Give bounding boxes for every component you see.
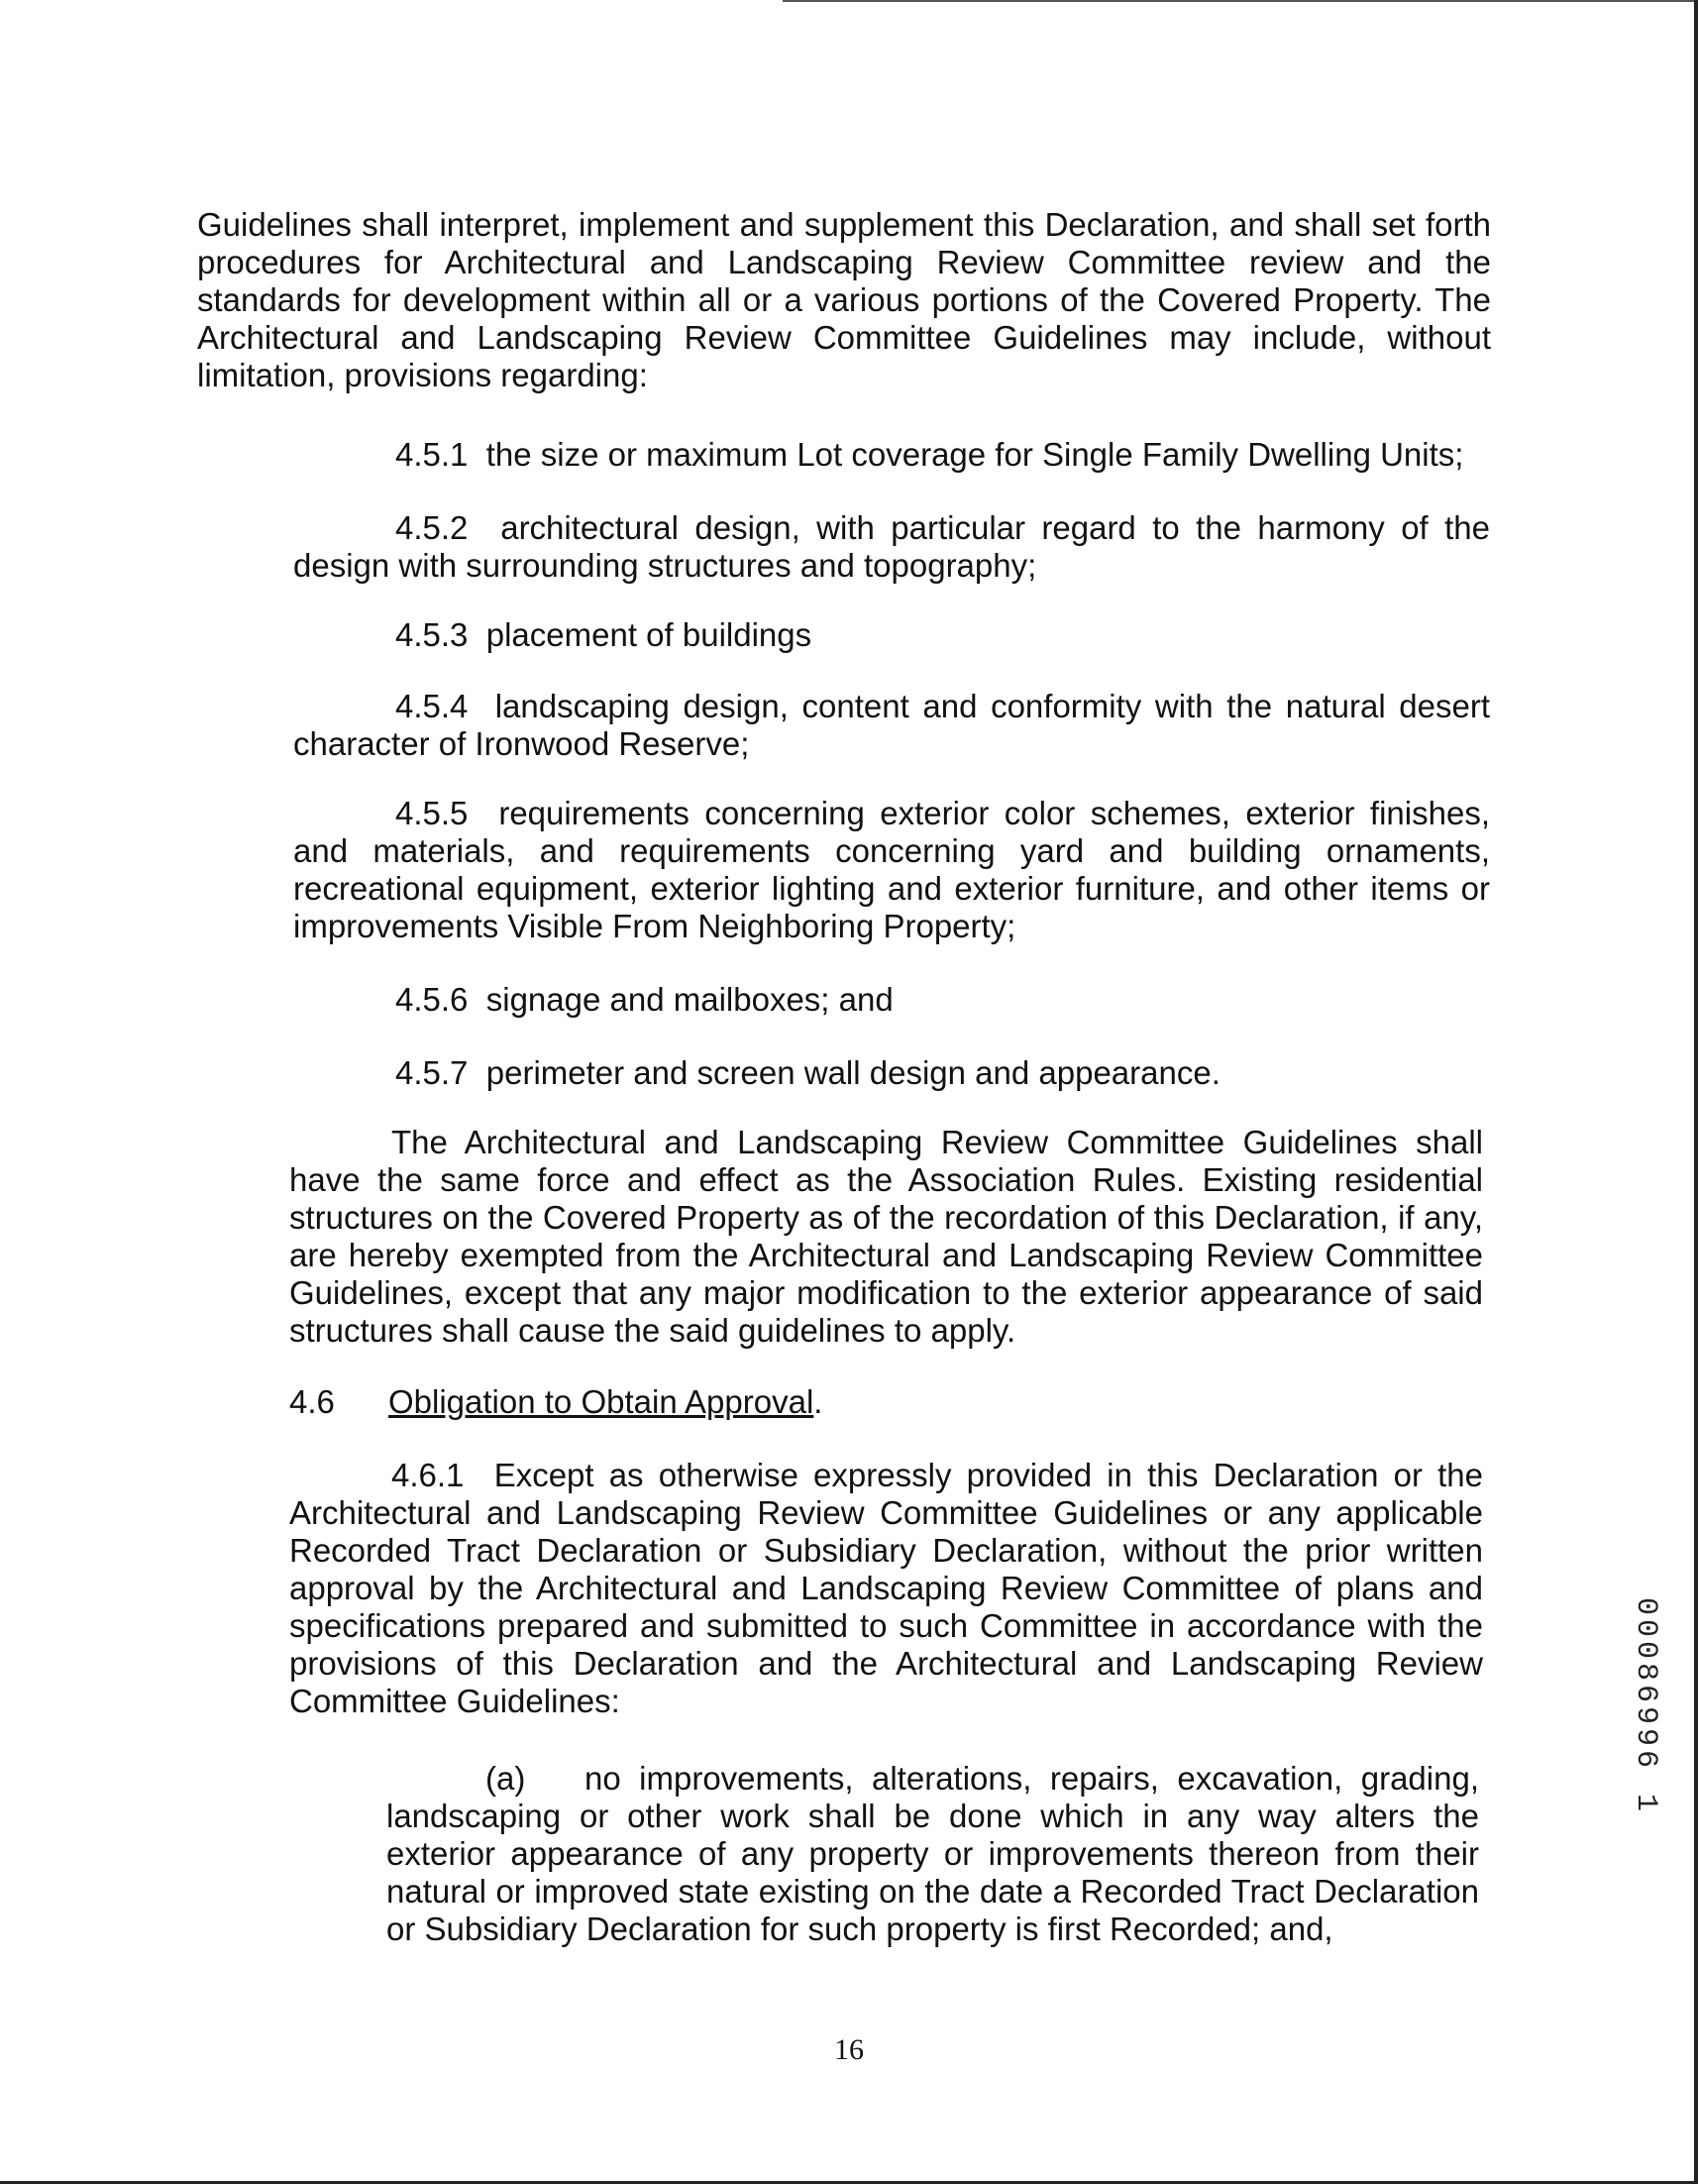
item-text: no improvements, alterations, repairs, excavation, grading, landscaping or other work shall be done which in any way alters the exterior appearance of any property or improvements thereon from their natural or improved state existing on the date a Recorded Tract Declaration or Subsidiary Declaration for such property is first Recorded; and, <box>386 1760 1479 1947</box>
section-heading-4-6 <box>289 1383 822 1421</box>
document-stamp-code: 00086996 1 <box>1629 1597 1662 1816</box>
page-number: 16 <box>834 2033 864 2066</box>
section-title: Obligation to Obtain Approval <box>388 1383 814 1420</box>
item-a <box>386 1760 1479 1948</box>
item-text: requirements concerning exterior color schemes, exterior finishes, and materials, and requirements concerning yard and building ornaments, recreational equipment, exterior lighting and exterior furniture, and other items or improvements Visible From Neighboring Property; <box>293 795 1490 944</box>
item-text: landscaping design, content and conformity with the natural desert character of Ironwood Reserve; <box>293 688 1490 762</box>
item-text: the size or maximum Lot coverage for Single Family Dwelling Units; <box>485 436 1464 473</box>
item-text: signage and mailboxes; and <box>485 981 894 1018</box>
item-4-5-5 <box>293 795 1490 945</box>
guidelines-paragraph: The Architectural and Landscaping Review Committee Guidelines shall have the same force and effect as the Association Rules. Existing residential structures on the Covered Property as of the recordation of this Declaration, if any, are hereby exempted from the Architectural and Landscaping Review Committee Guidelines, except that any major modification to the exterior appearance of said structures shall cause the said guidelines to apply. <box>289 1124 1483 1349</box>
item-4-5-1 <box>293 436 1490 474</box>
item-4-5-4 <box>293 688 1490 763</box>
intro-paragraph: Guidelines shall interpret, implement and supplement this Declaration, and shall set forth procedures for Architectural and Landscaping Review Committee review and the standards for development within all or a various portions of the Covered Property. The Architectural and Landscaping Review Committee Guidelines may include, without limitation, provisions regarding: <box>197 206 1491 393</box>
item-text: placement of buildings <box>485 616 812 653</box>
item-number: 4.5.3 <box>395 616 469 653</box>
item-4-5-6 <box>293 981 1490 1019</box>
item-4-5-2 <box>293 509 1490 585</box>
item-number: 4.5.2 <box>395 509 469 546</box>
item-text: Except as otherwise expressly provided in this Declaration or the Architectural and Landscaping Review Committee Guidelines or any applicable Recorded Tract Declaration or Subsidiary Declaration, without the prior written approval by the Architectural and Landscaping Review Committee of plans and specifications prepared and submitted to such Committee in accordance with the provisions of this Declaration and the Architectural and Landscaping Review Committee Guidelines: <box>289 1457 1484 1719</box>
page-edge-top <box>783 0 1698 2</box>
item-number: 4.5.4 <box>395 688 469 724</box>
section-title-punct: . <box>813 1383 823 1420</box>
item-number: 4.5.1 <box>395 436 469 473</box>
item-number: 4.5.7 <box>395 1054 469 1091</box>
item-number: 4.5.5 <box>395 795 469 831</box>
item-4-5-3 <box>293 616 1490 654</box>
item-text: architectural design, with particular regard to the harmony of the design with surrounding structures and topography; <box>293 509 1490 584</box>
item-4-6-1 <box>289 1457 1483 1720</box>
item-number: 4.6.1 <box>391 1457 465 1493</box>
item-4-5-7 <box>293 1054 1490 1092</box>
page-edge-right <box>1694 0 1698 2184</box>
item-label: (a) <box>485 1760 526 1797</box>
section-number: 4.6 <box>289 1383 335 1420</box>
item-text: perimeter and screen wall design and appearance. <box>485 1054 1220 1091</box>
item-number: 4.5.6 <box>395 981 469 1018</box>
